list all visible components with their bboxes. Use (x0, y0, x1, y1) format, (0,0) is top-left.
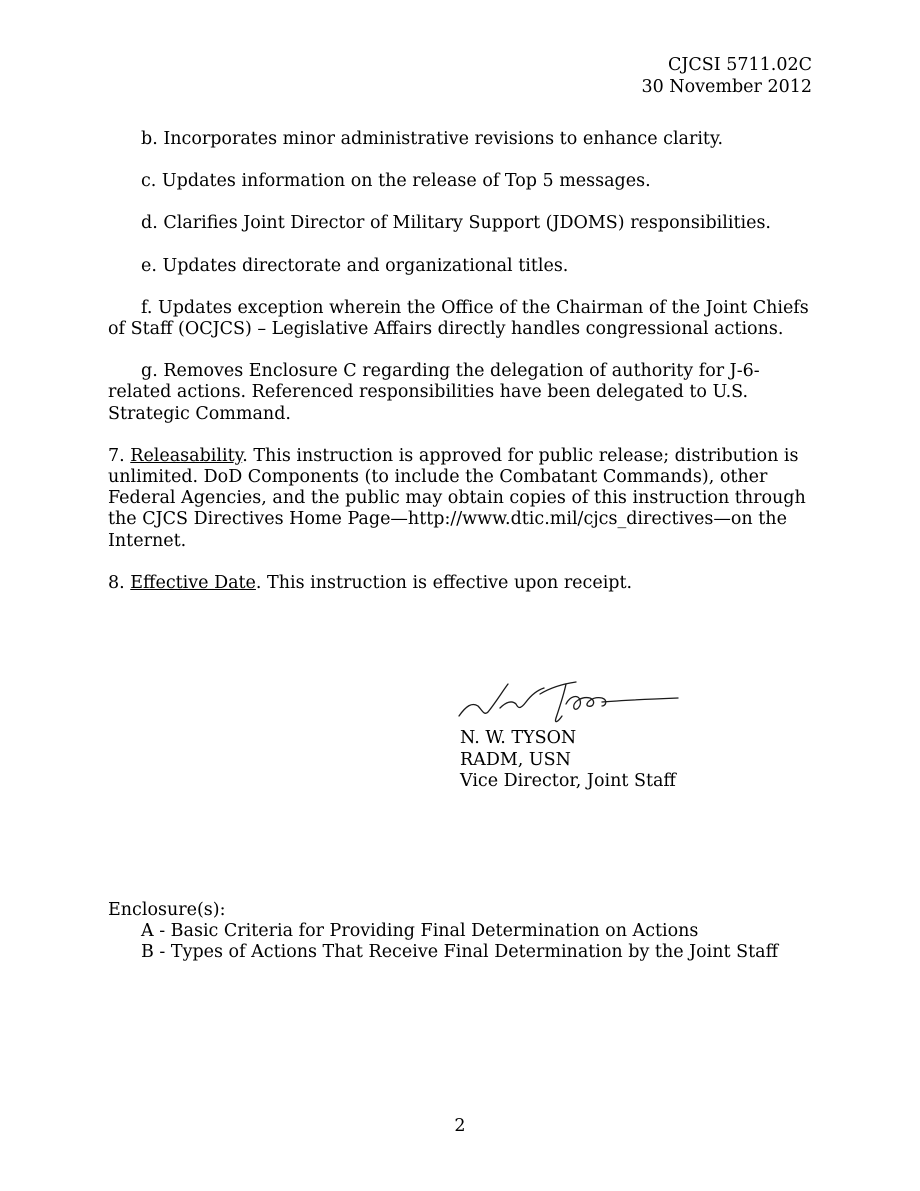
section-effective-date (108, 573, 812, 594)
signer-name: N. W. TYSON (460, 728, 577, 748)
enclosures-list (108, 900, 778, 964)
section-text: . This instruction is effective upon receipt. (255, 572, 633, 593)
enclosure-item: B - Types of Actions That Receive Final Determination by the Joint Staff (141, 942, 779, 963)
item-e: e. Updates directorate and organizational titles. (141, 255, 569, 276)
section-heading: Effective Date (130, 572, 256, 593)
document-id: CJCSI 5711.02C (667, 55, 812, 75)
item-c: c. Updates information on the release of Top 5 messages. (141, 171, 651, 192)
signer-title: Vice Director, Joint Staff (460, 771, 676, 791)
enclosures-label: Enclosure(s): (108, 900, 226, 920)
section-text: . This instruction is approved for public release; distribution is unlimited. DoD Components (to include the Combatant Commands), other Federal Agencies, and the public may obtain copies of this instruction through the CJCS Directives Home Page—http://www.dtic.mil/cjcs_directives—on the Internet. (108, 445, 806, 551)
document-body (108, 129, 812, 615)
section-number: 7. (108, 445, 131, 466)
signature-block (456, 676, 776, 793)
document-date: 30 November 2012 (641, 77, 812, 97)
page-number: 2 (454, 1116, 466, 1136)
enclosure-item: A - Basic Criteria for Providing Final Determination on Actions (141, 921, 699, 942)
item-f: f. Updates exception wherein the Office of the Chairman of the Joint Chiefs of Staff (OCJCS) – Legislative Affairs directly handles congressional actions. (108, 297, 809, 340)
item-d: d. Clarifies Joint Director of Military Support (JDOMS) responsibilities. (141, 213, 771, 234)
item-g: g. Removes Enclosure C regarding the delegation of authority for J-6-related actions. Referenced responsibilities have been delegated to U.S. Strategic Command. (108, 361, 760, 424)
section-releasability (108, 446, 812, 552)
signer-rank: RADM, USN (460, 749, 571, 770)
section-heading: Releasability (130, 445, 243, 466)
document-header (641, 54, 812, 98)
item-b: b. Incorporates minor administrative revisions to enhance clarity. (141, 129, 724, 149)
handwritten-signature (456, 676, 684, 728)
section-number: 8. (108, 572, 131, 593)
